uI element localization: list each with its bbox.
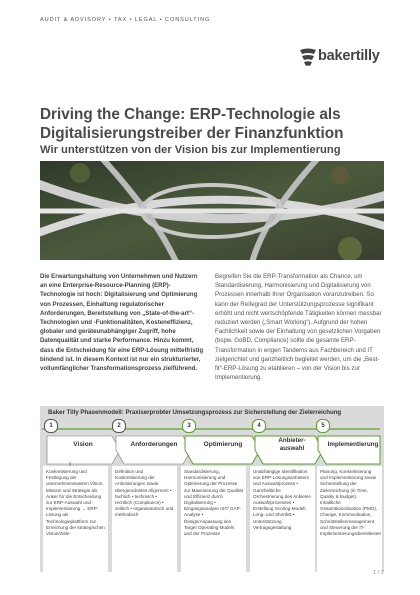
- phase-model-title: Baker Tilly Phasenmodell: Praxiserprobter Umsetzungsprozess zur Sicherstellung der Zielerreichung: [48, 409, 342, 416]
- intro-left-column: [40, 272, 206, 373]
- logo-text: bakertilly: [318, 48, 380, 64]
- step-label-anbieterauswahl: Anbieter-auswahl: [278, 437, 306, 452]
- detail-box-optimierung: Standardisierung, Harmonisierung und Optimierung der Prozesse zur Maximierung der Qualität und Effizienz durch Digitalisierung • Eingangsanalyse IST/ GAP-Analyse • Design/Anpassung des Target Operating Models und der Prozesse: [181, 466, 246, 572]
- intro-right-text: Begreifen Sie die ERP-Transformation als Chance, um Standardisierung, Harmonisierung und Digitalisierung von Prozessen innerhalb Ihrer Organisation voranzutreiben. So kann der Reifegrad der Unterstützungsprozesse signifikant erhöht und nicht wertschöpfende Tätigkeiten können messbar reduziert werden („Smart Working“). Aufgrund der hohen Fachlichkeit sowie der Einhaltung von gesetzlichen Vorgaben (bspw. GoBD, Compliance) sollte die gesamte ERP-Transformation in engen Tandems aus Fachbereich und IT zielgerichtet und ganzheitlich begleitet werden, um die „Best-fit“-ERP-Lösung zu etablieren – von der Vision bis zur Implementierung.: [215, 273, 382, 382]
- step-number-1: 1: [44, 419, 58, 433]
- page-title: [40, 105, 400, 143]
- hero-image-highway-interchange: [40, 161, 384, 260]
- title-line-2: Digitalisierungstreiber der Finanzfunktion: [40, 125, 344, 142]
- step-number-2: 2: [112, 419, 126, 433]
- bakertilly-logo: [298, 44, 390, 72]
- step-number-5: 5: [316, 419, 330, 433]
- step-label-implementierung: Implementierung: [327, 441, 379, 448]
- step-number-3: 3: [182, 419, 196, 433]
- step-label-optimierung: Optimierung: [203, 441, 243, 448]
- step-label-vision: Vision: [73, 441, 93, 448]
- detail-box-anbieterauswahl: Unabhängige Identifikation von ERP-Lösungsanbietern und Auswahlprozess • Ganzheitliche Orchestrierung des Anbieter-Auswahlprozesses • Erstellung Scoring-Modell, Long- und Shortlist • Unterstützung Vertragsgestaltung: [250, 466, 315, 572]
- detail-box-implementierung: Planung, Konkretisierung und Implementierung sowie Sicherstellung der Zielerreichung (in Time, Quality & Budget). Inhaltliche Gesamtkoordination (PMO), Change, Kommunikation, Schnittstellenmanagement und Steuerung der IT-Implementierungsdienstleister: [317, 466, 382, 572]
- step-label-anforderungen: Anforderungen: [130, 441, 178, 448]
- detail-box-anforderungen: Definition und Konkretisierung der Anforderungen sowie übergeordnetes Alignment • fachlich • technisch • rechtlich (Compliance) • zeitlich • organisatorisch und methodisch: [112, 466, 177, 572]
- step-number-4: 4: [252, 419, 266, 433]
- intro-right-column: [215, 272, 385, 382]
- page-number: 1 / 2: [373, 570, 384, 576]
- intro-bold-text: Die Erwartungshaltung von Unternehmen und Nutzern an eine Enterprise-Resource-Planning (ERP)-Technologie ist hoch: Digitalisierung und Optimierung von Prozessen, Einhaltung regulatorischer Anforderungen, Bereitstellung von „State-of-the-art“-Technologien und -Funktionalitäten, Kosteneffizienz, globaler und geräteunabhängiger Zugriff, hohe Datenqualität und starke Performance. Hinzu kommt, dass die Entscheidung für eine ERP-Lösung mittelfristig bindend ist. In diesem Kontext ist nur ein strukturierter, vollumfänglicher Transformationsprozess zielführend.: [40, 273, 204, 373]
- detail-box-vision: Konkretisierung und Festlegung der unternehmensweiten Vision, Mission und Strategie als Anker für die Entscheidung zur ERP-Auswahl und -Implementierung → ERP-Lösung als Technologieplattform zur Erreichung der strategischen Vision/Ziele: [43, 466, 108, 572]
- title-line-1: Driving the Change: ERP-Technologie als: [40, 106, 341, 123]
- topline-services: AUDIT & ADVISORY • TAX • LEGAL • CONSULTING: [40, 17, 211, 23]
- page-subtitle: Wir unterstützen von der Vision bis zur Implementierung: [40, 144, 341, 156]
- phase-model-panel: [40, 406, 384, 572]
- logo-mark-icon: [298, 47, 318, 67]
